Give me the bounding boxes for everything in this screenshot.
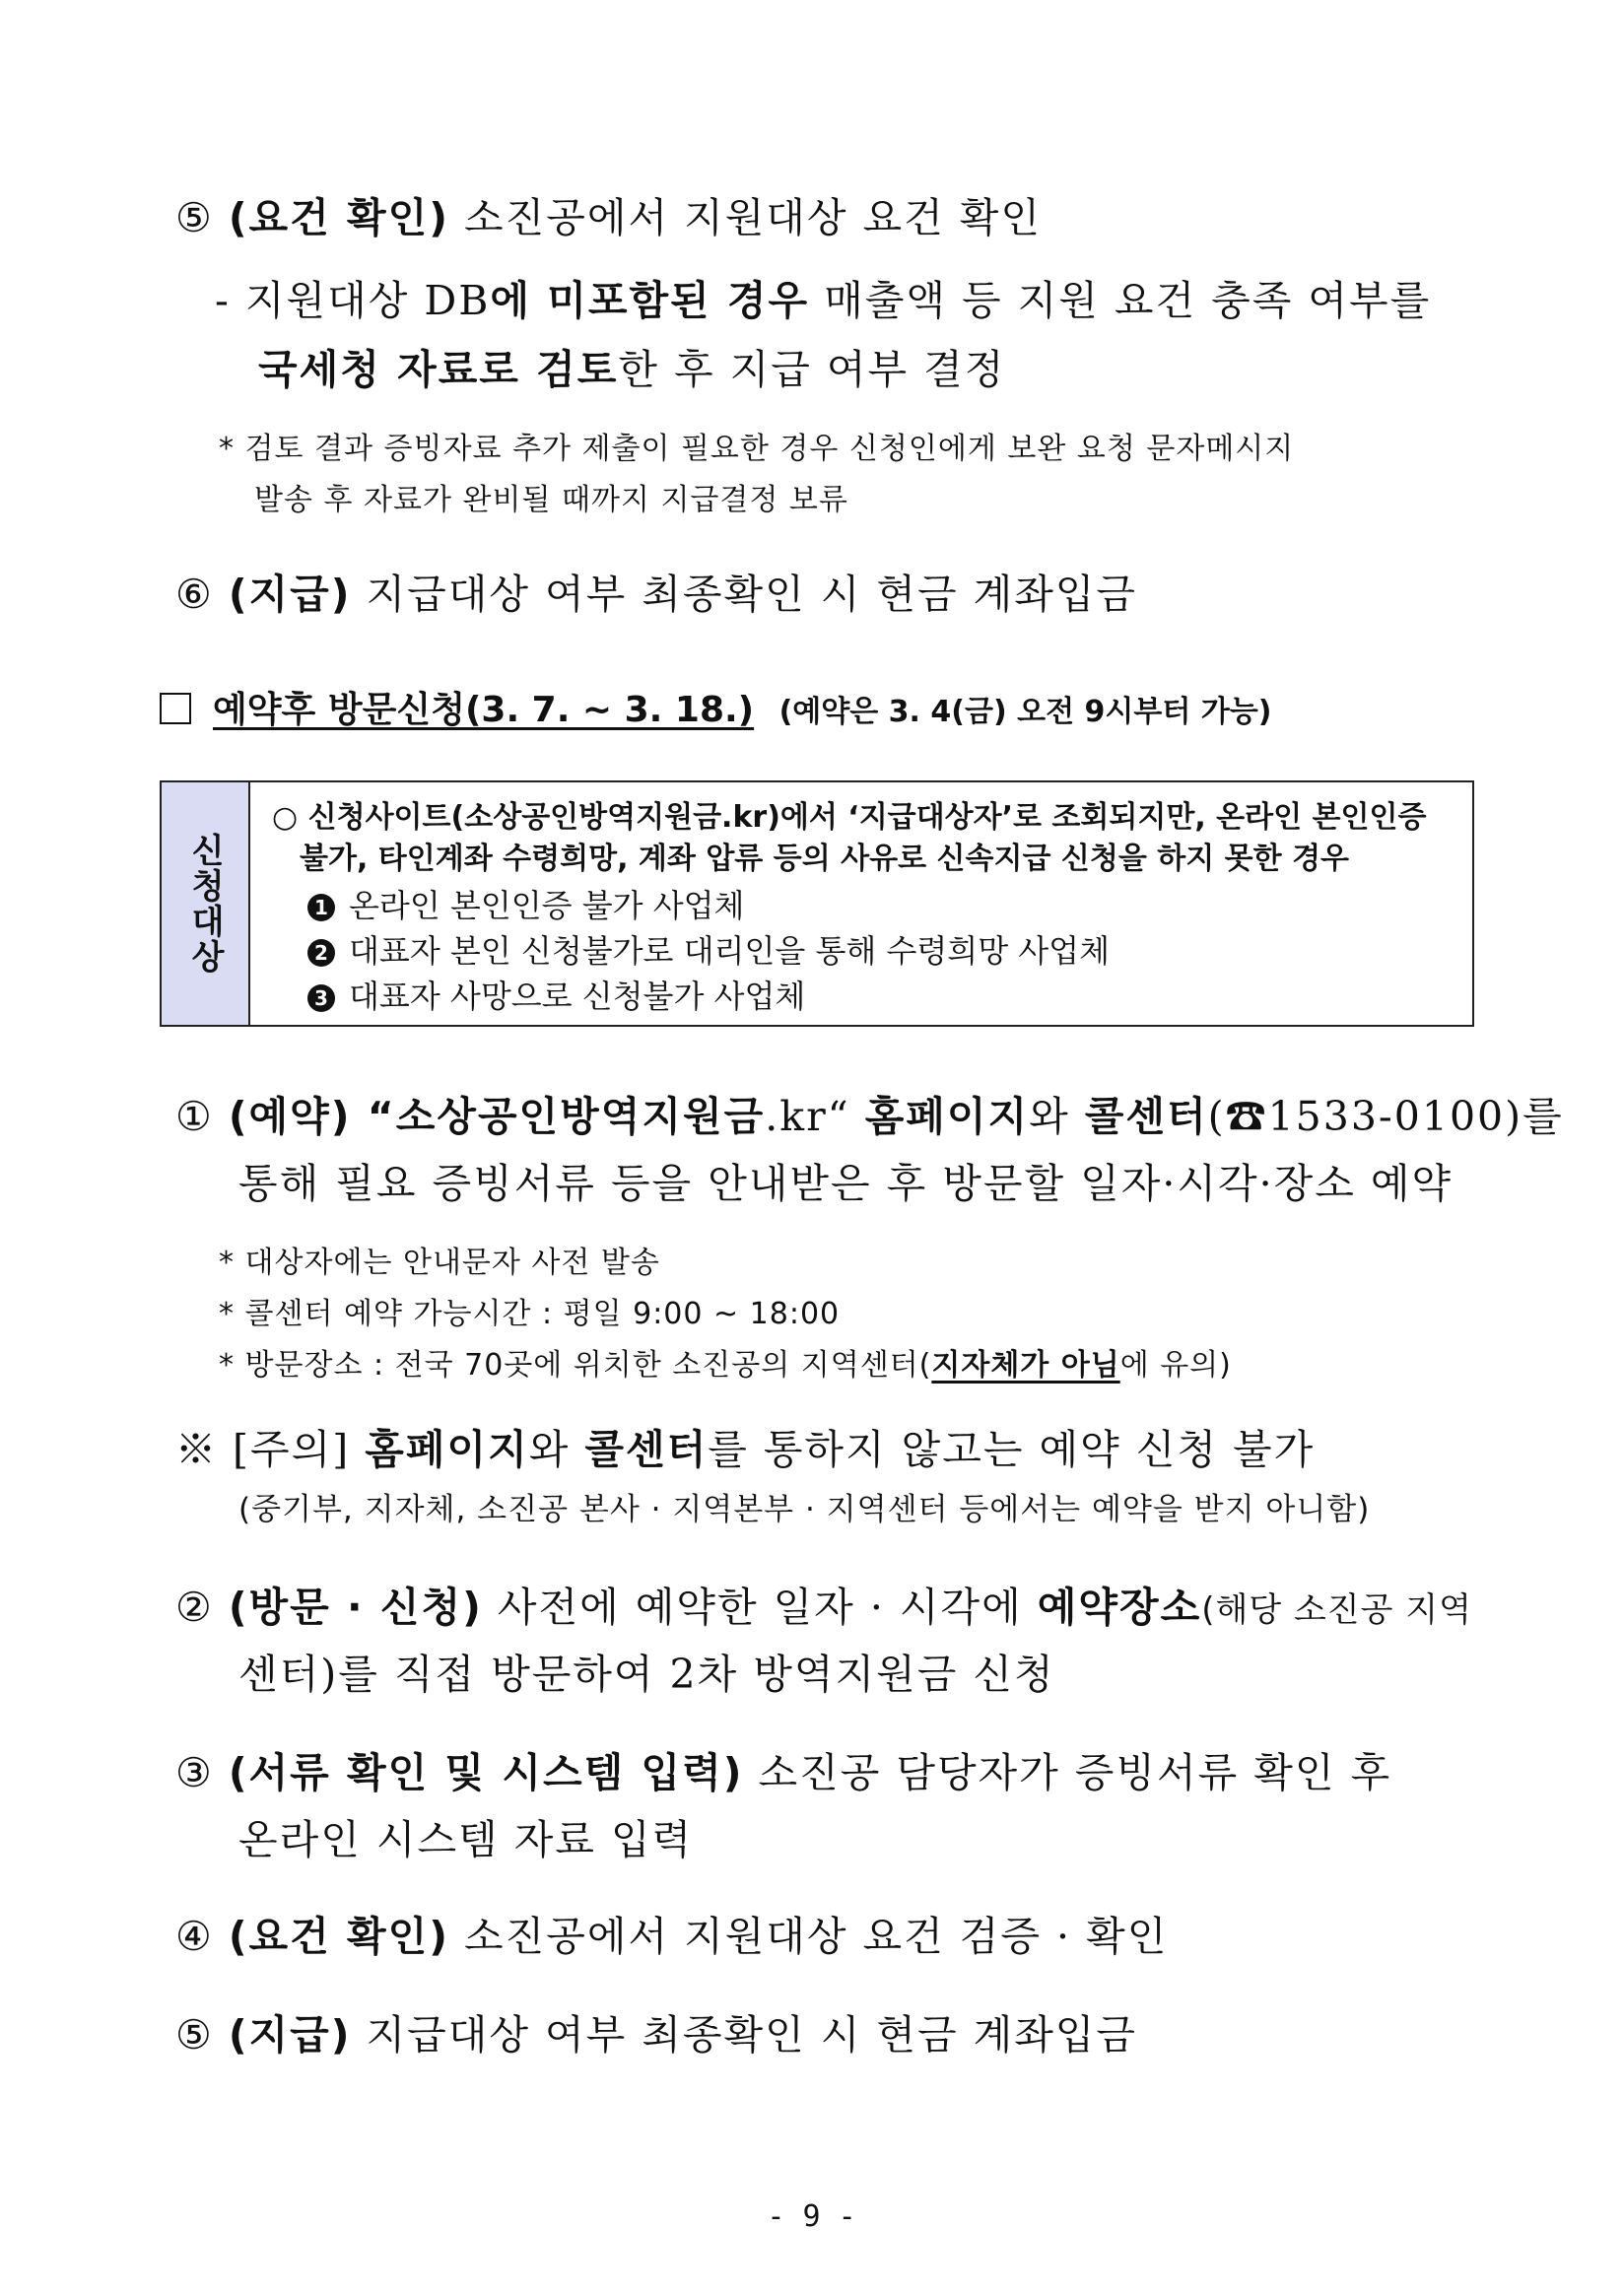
step-number: ③	[175, 1749, 214, 1796]
note-text: * 방문장소 : 전국 70곳에 위치한 소진공의 지역센터(	[219, 1348, 932, 1383]
reserve-step-3	[175, 1740, 1391, 1798]
detail-bold: 국세청 자료로 검토	[258, 346, 619, 393]
site-name: “소상공인방역지원금	[351, 1093, 766, 1140]
eligibility-item	[307, 926, 1110, 972]
item-text: 온라인 본인인증 불가 사업체	[349, 887, 745, 924]
homepage-text: 홈페이지	[864, 1093, 1030, 1140]
step-title: (요건 확인)	[228, 1913, 449, 1960]
note-text: 에 유의)	[1119, 1348, 1232, 1383]
step-5-detail-line-1	[215, 268, 1431, 326]
step-text-small: (해당 소진공 지역	[1201, 1590, 1472, 1630]
eligibility-condition-line-2: 불가, 타인계좌 수령희망, 계좌 압류 등의 사유로 신속지급 신청을 하지 못한 경우	[300, 842, 1350, 876]
step-title: (요건 확인)	[228, 194, 449, 241]
site-domain: .kr“	[765, 1093, 865, 1140]
step-number: ①	[175, 1093, 214, 1140]
eligibility-label-cell	[162, 782, 250, 1025]
homepage-text: 홈페이지	[365, 1426, 529, 1473]
numbered-bullet-icon: 1	[307, 894, 335, 921]
section-title: 예약후 방문신청(3. 7. ~ 3. 18.)	[213, 690, 755, 730]
reserve-note-3	[219, 1340, 1232, 1384]
step-5-requirement-check	[175, 185, 1042, 243]
step-5-note-line-2: 발송 후 자료가 완비될 때까지 지급결정 보류	[254, 483, 848, 517]
section-note: (예약은 3. 4(금) 오전 9시부터 가능)	[778, 695, 1272, 729]
eligibility-item	[307, 972, 805, 1017]
eligibility-content	[250, 782, 1472, 1025]
step-number: ④	[175, 1913, 214, 1960]
step-title: (지급)	[228, 571, 352, 618]
step-title: (지급)	[228, 2011, 352, 2059]
item-text: 대표자 사망으로 신청불가 사업체	[349, 978, 806, 1015]
step-number: ②	[175, 1584, 214, 1631]
detail-bold: 에 미포함된 경우	[490, 277, 810, 324]
eligibility-label: 신청대상	[184, 833, 225, 975]
caution-line-1	[175, 1417, 1315, 1475]
step-5-note-line-1: * 검토 결과 증빙자료 추가 제출이 필요한 경우 신청인에게 보완 요청 문자메시지	[219, 432, 1295, 466]
phone-text: (☎1533-0100)를	[1207, 1093, 1564, 1140]
step-text: 지급대상 여부 최종확인 시 현금 계좌입금	[351, 571, 1138, 618]
reserve-step-4	[175, 1904, 1168, 1962]
eligibility-box	[160, 780, 1474, 1027]
step-text: 소진공 담당자가 증빙서류 확인 후	[743, 1749, 1392, 1796]
detail-text: - 지원대상 DB	[215, 277, 491, 324]
reserve-step-2-line-2: 센터)를 직접 방문하여 2차 방역지원금 신청	[238, 1651, 1055, 1698]
reserve-note-2: * 콜센터 예약 가능시간 : 평일 9:00 ~ 18:00	[219, 1297, 841, 1331]
numbered-bullet-icon: 2	[307, 939, 335, 967]
step-number: ⑤	[175, 194, 214, 241]
callcenter-text: 콜센터	[584, 1426, 709, 1473]
step-title: (방문 · 신청)	[228, 1584, 483, 1631]
reserve-step-3-line-2: 온라인 시스템 자료 입력	[238, 1816, 694, 1863]
reserve-step-5	[175, 2002, 1137, 2060]
caution-label: ※ [주의]	[175, 1426, 366, 1473]
reserve-step-2	[175, 1575, 1472, 1633]
numbered-bullet-icon: 3	[307, 984, 335, 1012]
detail-text: 매출액 등 지원 요건 충족 여부를	[809, 277, 1432, 324]
eligibility-condition-line-1: ○ 신청사이트(소상공인방역지원금.kr)에서 ‘지급대상자’로 조회되지만, 온라인 본인인증	[272, 800, 1427, 835]
page-number: - 9 -	[767, 2199, 856, 2234]
caution-line-2: (중기부, 지자체, 소진공 본사 · 지역본부 · 지역센터 등에서는 예약을 받지 아니함)	[238, 1492, 1371, 1527]
step-text: 사전에 예약한 일자 · 시각에	[482, 1584, 1038, 1631]
reserve-note-1: * 대상자에는 안내문자 사전 발송	[219, 1246, 660, 1280]
step-title: (서류 확인 및 시스템 입력)	[228, 1749, 744, 1796]
connector-text: 와	[1029, 1093, 1085, 1140]
step-text: 소진공에서 지원대상 요건 확인	[449, 194, 1043, 241]
caution-text: 를 통하지 않고는 예약 신청 불가	[708, 1426, 1316, 1473]
reserve-step-1	[175, 1084, 1564, 1142]
callcenter-text: 콜센터	[1084, 1093, 1208, 1140]
note-emphasis: 지자체가 아님	[931, 1348, 1120, 1383]
step-text: 소진공에서 지원대상 요건 검증 · 확인	[449, 1913, 1169, 1960]
connector-text: 와	[528, 1426, 585, 1473]
section-header	[160, 682, 1271, 732]
eligibility-item	[307, 881, 744, 926]
step-5-detail-line-2	[258, 337, 1005, 395]
item-text: 대표자 본인 신청불가로 대리인을 통해 수령희망 사업체	[349, 932, 1111, 970]
step-number: ⑤	[175, 2011, 214, 2059]
step-number: ⑥	[175, 571, 214, 618]
checkbox-icon	[160, 693, 191, 724]
step-text: 지급대상 여부 최종확인 시 현금 계좌입금	[351, 2011, 1138, 2059]
reserve-step-1-line-2: 통해 필요 증빙서류 등을 안내받은 후 방문할 일자·시각·장소 예약	[238, 1160, 1454, 1207]
step-6-payment	[175, 562, 1137, 620]
step-bold: 예약장소	[1037, 1584, 1202, 1631]
step-title: (예약)	[228, 1093, 352, 1140]
detail-text: 한 후 지급 여부 결정	[618, 346, 1006, 393]
